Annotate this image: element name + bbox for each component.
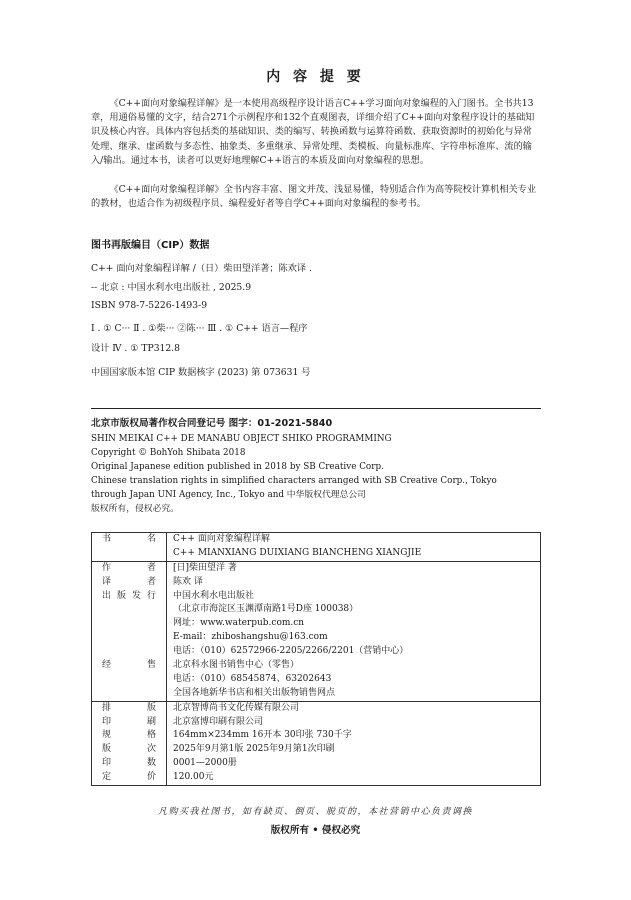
cip-line: -- 北京 : 中国水利水电出版社 , 2025.9 (91, 282, 252, 293)
copyright-registration: 北京市版权局著作权合同登记号 图字：01-2021-5840 (91, 418, 333, 429)
return-notice: 凡购买我社图书，如有缺页、倒页、脱页的，本社营销中心负责调换 (157, 807, 473, 817)
table-row (92, 533, 541, 562)
summary-paragraph-2: 《C++面向对象编程详解》全书内容丰富、图文并茂、浅显易懂，特别适合作为高等院校计算机相关专业的教材，也适合作为初级程序员、编程爱好者等自学C++面向对象编程的参考书。 (91, 184, 537, 210)
rights-reserved: 版权所有 • 侵权必究 (270, 825, 361, 836)
copyright-line: SHIN MEIKAI C++ DE MANABU OBJECT SHIKO PROGRAMMING (91, 434, 392, 444)
table-row (92, 701, 541, 785)
translator-value: 陈欢 译 (173, 576, 203, 587)
cip-line: Ⅰ . ① C··· Ⅱ . ①柴··· ②陈··· Ⅲ . ① C++ 语言—程序 (91, 323, 308, 334)
value-book-name: C++ 面向对象编程详解 C++ MIANXIANG DUIXIANG BIANCHENG XIANGJIE (167, 533, 541, 562)
copyright-line: Copyright © BohYoh Shibata 2018 (91, 448, 246, 458)
summary-paragraph-1: 《C++面向对象编程详解》是一本使用高级程序设计语言C++学习面向对象编程的入门图书。全书共13章，用通俗易懂的文字，结合271个示例程序和132个直观图表，详细介绍了C++面向对象程序设计的基础知识及核心内容。具体内容包括类的基础知识、类的编写、转换函数与运算符函数、获取资源时的初始化与异常处理、继承、虚函数与多态性、抽象类、多重继承、异常处理、类模板、向量标准库、字符串标准库、流的输入/输出。通过本书，读者可以更好地理解C++语言的本质及面向对象编程的思想。 (91, 98, 535, 166)
copyright-line: through Japan UNI Agency, Inc., Tokyo and 中华版权代理总公司 (91, 490, 366, 500)
label-book-name: 书名 (92, 533, 167, 562)
label-author: 作者 译者 出版发行 经售 (92, 561, 167, 701)
label-production: 排版 印刷 规格 版次 印数 定价 (92, 701, 167, 785)
cip-heading: 图书再版编目（CIP）数据 (91, 240, 210, 251)
author-value: [日]柴田望洋 著 (173, 562, 237, 573)
copyright-line: 版权所有，侵权必究。 (91, 504, 179, 514)
value-production: 北京智博尚书文化传媒有限公司 北京富博印刷有限公司 164mm×234mm 16开本 30印张 730千字 2025年9月第1版 2025年9月第1次印刷 0001—2000册 120.00元 (167, 701, 541, 785)
table-row (92, 561, 541, 701)
copyright-line: Original Japanese edition published in 2018 by SB Creative Corp. (91, 462, 384, 472)
publication-info-table (91, 532, 541, 786)
page-title: 内 容 提 要 (266, 69, 365, 85)
cip-line: ISBN 978-7-5226-1493-9 (91, 300, 208, 311)
copyright-line: Chinese translation rights in simplified characters arranged with SB Creative Corp., Tokyo (91, 476, 497, 486)
cip-line: C++ 面向对象编程详解 /（日）柴田望洋著；陈欢译 . (91, 263, 312, 274)
value-author-publisher: [日]柴田望洋 著 陈欢 译 中国水利水电出版社 （北京市海淀区玉渊潭南路1号D座 100038） 网址：www.waterpub.com.cn E-mail：zhiboshangshu@163.com 电话：（010）62572966-2205/2266/2201（营销中心） 北京科水图书销售中心（零售） 电话：（010）68545874、63202643 全国各地新华书店和相关出版物销售网点 (167, 561, 541, 701)
divider-rule (91, 408, 541, 409)
cip-line: 中国国家版本馆 CIP 数据核字 (2023) 第 073631 号 (91, 367, 311, 378)
cip-line: 设计 Ⅳ . ① TP312.8 (91, 343, 181, 354)
